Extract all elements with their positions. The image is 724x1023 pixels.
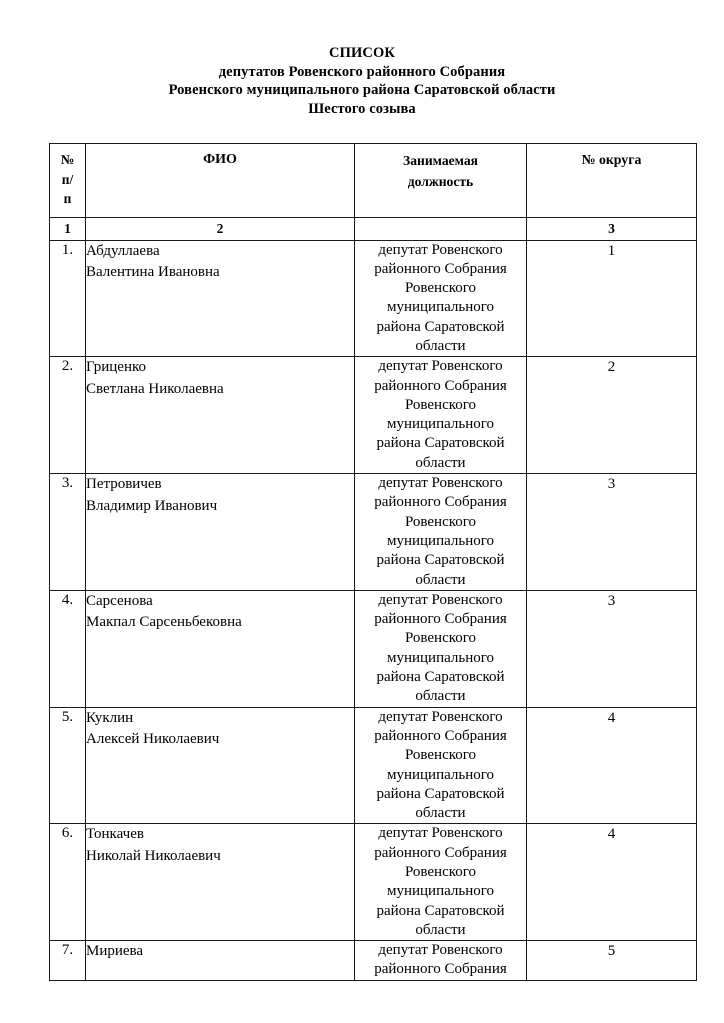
position-line: районного Собрания	[374, 260, 507, 277]
position-line: районного Собрания	[374, 494, 507, 511]
row-fio	[86, 240, 355, 357]
position-line: районного Собрания	[374, 727, 507, 744]
row-position	[355, 824, 527, 941]
position-line: районного Собрания	[374, 611, 507, 628]
row-position	[355, 941, 527, 981]
table-row	[50, 240, 697, 357]
position-line: депутат Ровенского	[378, 591, 503, 608]
position-line: районного Собрания	[374, 844, 507, 861]
column-number-3: 3	[527, 217, 697, 240]
position-line: муниципального	[386, 416, 495, 433]
deputies-table	[49, 143, 697, 981]
row-given-name: Светлана Николаевна	[86, 380, 224, 397]
row-surname: Петровичев	[86, 476, 162, 493]
row-position	[355, 707, 527, 824]
row-surname: Гриценко	[86, 359, 146, 376]
position-line: депутат Ровенского	[378, 358, 503, 375]
position-line: Ровенского	[404, 747, 477, 764]
position-line: района Саратовской	[376, 902, 505, 919]
position-line: области	[415, 337, 466, 354]
table-row	[50, 824, 697, 941]
table-row	[50, 357, 697, 474]
position-line: депутат Ровенского	[378, 942, 503, 959]
position-line: области	[415, 805, 466, 822]
position-line: района Саратовской	[376, 552, 505, 569]
header-number-line-3: п	[63, 191, 72, 206]
row-position	[355, 474, 527, 591]
position-line: области	[415, 688, 466, 705]
row-index: 5.	[50, 707, 86, 824]
position-line: муниципального	[386, 883, 495, 900]
title-line-1: СПИСОК	[329, 45, 395, 61]
row-index: 3.	[50, 474, 86, 591]
position-line: области	[415, 571, 466, 588]
document-title	[0, 44, 724, 118]
header-position-line-1: Занимаемая	[403, 153, 478, 168]
column-number-1: 1	[50, 217, 86, 240]
row-okrug: 4	[527, 707, 697, 824]
row-given-name: Валентина Ивановна	[86, 264, 220, 280]
header-cell-fio: ФИО	[86, 144, 355, 218]
position-line: области	[415, 454, 466, 471]
position-line: Ровенского	[404, 280, 477, 297]
row-index: 1.	[50, 240, 86, 357]
position-line: района Саратовской	[376, 318, 505, 335]
position-line: муниципального	[386, 299, 495, 316]
row-fio	[86, 590, 355, 707]
position-line: районного Собрания	[374, 961, 507, 978]
title-line-2: депутатов Ровенского районного Собрания	[218, 63, 506, 80]
position-line: депутат Ровенского	[378, 241, 503, 258]
position-line: депутат Ровенского	[378, 825, 503, 842]
position-line: депутат Ровенского	[378, 708, 503, 725]
header-cell-okrug: № округа	[527, 144, 697, 218]
position-line: района Саратовской	[376, 669, 505, 686]
header-number-line-2: п/	[61, 171, 74, 187]
row-index: 7.	[50, 941, 86, 981]
header-number-line-1: №	[60, 152, 75, 167]
table-column-number-row	[50, 217, 697, 240]
row-fio	[86, 941, 355, 981]
position-line: района Саратовской	[376, 785, 505, 802]
row-given-name: Макпал Сарсеньбековна	[86, 614, 242, 631]
row-okrug: 4	[527, 824, 697, 941]
row-okrug: 3	[527, 590, 697, 707]
position-line: муниципального	[386, 766, 495, 783]
position-line: Ровенского	[404, 396, 477, 413]
position-line: области	[415, 921, 466, 938]
row-given-name: Владимир Иванович	[86, 497, 218, 514]
row-index: 2.	[50, 357, 86, 474]
row-index: 4.	[50, 590, 86, 707]
position-line: депутат Ровенского	[378, 475, 503, 492]
position-line: районного Собрания	[374, 377, 507, 394]
position-line: района Саратовской	[376, 435, 505, 452]
column-number-blank	[355, 217, 527, 240]
title-line-3: Ровенского муниципального района Саратовской области	[168, 82, 556, 99]
row-fio	[86, 824, 355, 941]
row-fio	[86, 474, 355, 591]
row-okrug: 1	[527, 240, 697, 357]
row-given-name: Николай Николаевич	[86, 847, 221, 864]
row-surname: Абдуллаева	[86, 242, 160, 259]
row-okrug: 2	[527, 357, 697, 474]
table-row	[50, 474, 697, 591]
table-row	[50, 941, 697, 981]
row-fio	[86, 357, 355, 474]
row-okrug: 3	[527, 474, 697, 591]
title-line-4: Шестого созыва	[308, 100, 416, 117]
table-header-row	[50, 144, 697, 218]
column-number-2: 2	[86, 217, 355, 240]
row-surname: Мириева	[86, 943, 144, 960]
header-position-line-2: должность	[407, 174, 474, 189]
row-position	[355, 240, 527, 357]
row-okrug: 5	[527, 941, 697, 981]
position-line: муниципального	[386, 649, 495, 666]
row-surname: Сарсенова	[86, 592, 153, 609]
table-row	[50, 707, 697, 824]
row-position	[355, 590, 527, 707]
row-fio	[86, 707, 355, 824]
position-line: Ровенского	[404, 630, 477, 647]
table-row	[50, 590, 697, 707]
position-line: муниципального	[386, 532, 495, 549]
row-surname: Куклин	[86, 709, 134, 726]
row-given-name: Алексей Николаевич	[86, 731, 220, 748]
position-line: Ровенского	[404, 513, 477, 530]
row-index: 6.	[50, 824, 86, 941]
header-cell-position	[355, 144, 527, 218]
header-cell-number	[50, 144, 86, 218]
row-position	[355, 357, 527, 474]
position-line: Ровенского	[404, 864, 477, 880]
row-surname: Тонкачев	[86, 826, 144, 843]
